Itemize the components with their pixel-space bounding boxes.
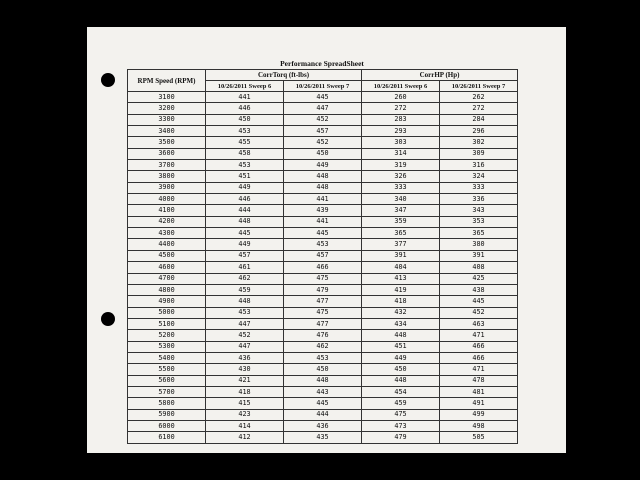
table-row [128, 398, 518, 409]
cell-torque-sweep6: 458 [206, 148, 284, 159]
cell-rpm: 3400 [128, 126, 206, 137]
cell-torque-sweep6: 441 [206, 92, 284, 103]
cell-torque-sweep7: 445 [284, 228, 362, 239]
cell-rpm: 5900 [128, 409, 206, 420]
table-row [128, 364, 518, 375]
cell-hp-sweep6: 293 [362, 126, 440, 137]
cell-rpm: 5100 [128, 318, 206, 329]
cell-rpm: 4500 [128, 250, 206, 261]
cell-hp-sweep7: 316 [440, 160, 518, 171]
cell-torque-sweep7: 475 [284, 307, 362, 318]
cell-hp-sweep7: 333 [440, 182, 518, 193]
table-row [128, 420, 518, 431]
table-row [128, 114, 518, 125]
cell-hp-sweep6: 391 [362, 250, 440, 261]
table-row [128, 307, 518, 318]
cell-hp-sweep7: 391 [440, 250, 518, 261]
cell-torque-sweep7: 435 [284, 432, 362, 443]
table-row [128, 262, 518, 273]
cell-torque-sweep6: 414 [206, 420, 284, 431]
cell-rpm: 3800 [128, 171, 206, 182]
cell-torque-sweep7: 452 [284, 137, 362, 148]
cell-torque-sweep6: 447 [206, 341, 284, 352]
table-body [128, 92, 518, 444]
cell-torque-sweep6: 448 [206, 216, 284, 227]
cell-hp-sweep6: 283 [362, 114, 440, 125]
cell-hp-sweep7: 309 [440, 148, 518, 159]
cell-rpm: 4200 [128, 216, 206, 227]
table-row [128, 171, 518, 182]
cell-hp-sweep7: 445 [440, 296, 518, 307]
cell-rpm: 4900 [128, 296, 206, 307]
cell-torque-sweep7: 450 [284, 148, 362, 159]
header-torque-sweep7: 10/26/2011 Sweep 7 [284, 81, 362, 92]
cell-hp-sweep6: 319 [362, 160, 440, 171]
cell-torque-sweep7: 477 [284, 296, 362, 307]
cell-hp-sweep7: 463 [440, 318, 518, 329]
punch-hole-top [101, 73, 115, 87]
cell-torque-sweep7: 443 [284, 386, 362, 397]
cell-hp-sweep7: 353 [440, 216, 518, 227]
table-row [128, 239, 518, 250]
cell-torque-sweep6: 459 [206, 284, 284, 295]
cell-hp-sweep6: 448 [362, 330, 440, 341]
cell-torque-sweep6: 453 [206, 126, 284, 137]
cell-rpm: 4600 [128, 262, 206, 273]
cell-hp-sweep6: 340 [362, 194, 440, 205]
cell-torque-sweep7: 462 [284, 341, 362, 352]
cell-rpm: 4700 [128, 273, 206, 284]
cell-torque-sweep6: 415 [206, 398, 284, 409]
table-row [128, 250, 518, 261]
cell-hp-sweep6: 326 [362, 171, 440, 182]
header-hp-sweep6: 10/26/2011 Sweep 6 [362, 81, 440, 92]
cell-rpm: 3900 [128, 182, 206, 193]
cell-hp-sweep7: 380 [440, 239, 518, 250]
cell-torque-sweep6: 453 [206, 160, 284, 171]
cell-hp-sweep7: 302 [440, 137, 518, 148]
cell-hp-sweep7: 478 [440, 375, 518, 386]
cell-torque-sweep6: 423 [206, 409, 284, 420]
cell-torque-sweep6: 453 [206, 307, 284, 318]
cell-torque-sweep6: 450 [206, 114, 284, 125]
cell-hp-sweep6: 260 [362, 92, 440, 103]
cell-hp-sweep6: 303 [362, 137, 440, 148]
header-rpm: RPM Speed (RPM) [128, 70, 206, 92]
table-row [128, 375, 518, 386]
cell-torque-sweep6: 445 [206, 228, 284, 239]
cell-rpm: 5700 [128, 386, 206, 397]
performance-table [127, 69, 518, 444]
cell-torque-sweep7: 453 [284, 239, 362, 250]
cell-hp-sweep6: 314 [362, 148, 440, 159]
cell-hp-sweep6: 359 [362, 216, 440, 227]
cell-torque-sweep7: 447 [284, 103, 362, 114]
cell-torque-sweep7: 436 [284, 420, 362, 431]
cell-torque-sweep7: 441 [284, 216, 362, 227]
cell-hp-sweep6: 451 [362, 341, 440, 352]
cell-rpm: 5500 [128, 364, 206, 375]
cell-torque-sweep7: 448 [284, 171, 362, 182]
table-row [128, 216, 518, 227]
cell-torque-sweep7: 450 [284, 364, 362, 375]
cell-hp-sweep6: 450 [362, 364, 440, 375]
cell-torque-sweep7: 477 [284, 318, 362, 329]
header-hp-sweep7: 10/26/2011 Sweep 7 [440, 81, 518, 92]
cell-torque-sweep6: 448 [206, 296, 284, 307]
cell-torque-sweep6: 449 [206, 182, 284, 193]
cell-torque-sweep6: 449 [206, 239, 284, 250]
cell-torque-sweep7: 452 [284, 114, 362, 125]
cell-hp-sweep6: 434 [362, 318, 440, 329]
cell-hp-sweep6: 473 [362, 420, 440, 431]
cell-hp-sweep7: 425 [440, 273, 518, 284]
cell-hp-sweep7: 284 [440, 114, 518, 125]
table-row [128, 409, 518, 420]
cell-rpm: 3100 [128, 92, 206, 103]
table-row [128, 352, 518, 363]
cell-hp-sweep6: 479 [362, 432, 440, 443]
table-row [128, 318, 518, 329]
cell-rpm: 3500 [128, 137, 206, 148]
table-row [128, 103, 518, 114]
cell-hp-sweep7: 466 [440, 341, 518, 352]
cell-torque-sweep6: 446 [206, 194, 284, 205]
cell-rpm: 5600 [128, 375, 206, 386]
cell-torque-sweep6: 436 [206, 352, 284, 363]
cell-hp-sweep7: 324 [440, 171, 518, 182]
cell-hp-sweep6: 459 [362, 398, 440, 409]
cell-rpm: 4800 [128, 284, 206, 295]
cell-torque-sweep6: 457 [206, 250, 284, 261]
cell-hp-sweep6: 377 [362, 239, 440, 250]
cell-torque-sweep6: 455 [206, 137, 284, 148]
cell-rpm: 3300 [128, 114, 206, 125]
cell-hp-sweep6: 272 [362, 103, 440, 114]
cell-torque-sweep6: 430 [206, 364, 284, 375]
cell-rpm: 5000 [128, 307, 206, 318]
cell-hp-sweep7: 272 [440, 103, 518, 114]
cell-rpm: 3700 [128, 160, 206, 171]
table-row [128, 126, 518, 137]
table-row [128, 432, 518, 443]
table-row [128, 92, 518, 103]
header-corrtorq: CorrTorq (ft-lbs) [206, 70, 362, 81]
cell-rpm: 4400 [128, 239, 206, 250]
cell-hp-sweep7: 438 [440, 284, 518, 295]
table-row [128, 284, 518, 295]
cell-hp-sweep6: 404 [362, 262, 440, 273]
cell-hp-sweep7: 491 [440, 398, 518, 409]
table-row [128, 148, 518, 159]
table-row [128, 194, 518, 205]
cell-hp-sweep7: 481 [440, 386, 518, 397]
cell-hp-sweep7: 466 [440, 352, 518, 363]
cell-rpm: 5300 [128, 341, 206, 352]
cell-torque-sweep7: 466 [284, 262, 362, 273]
cell-torque-sweep6: 418 [206, 386, 284, 397]
cell-hp-sweep6: 448 [362, 375, 440, 386]
cell-torque-sweep6: 452 [206, 330, 284, 341]
cell-torque-sweep7: 444 [284, 409, 362, 420]
cell-torque-sweep6: 451 [206, 171, 284, 182]
cell-rpm: 3600 [128, 148, 206, 159]
table-row [128, 182, 518, 193]
cell-hp-sweep6: 347 [362, 205, 440, 216]
cell-torque-sweep7: 448 [284, 375, 362, 386]
cell-rpm: 4000 [128, 194, 206, 205]
table-row [128, 296, 518, 307]
cell-hp-sweep6: 449 [362, 352, 440, 363]
cell-torque-sweep7: 448 [284, 182, 362, 193]
table-row [128, 205, 518, 216]
cell-hp-sweep6: 419 [362, 284, 440, 295]
table-row [128, 341, 518, 352]
cell-hp-sweep6: 365 [362, 228, 440, 239]
cell-rpm: 6000 [128, 420, 206, 431]
cell-hp-sweep7: 505 [440, 432, 518, 443]
cell-hp-sweep7: 471 [440, 330, 518, 341]
cell-hp-sweep6: 432 [362, 307, 440, 318]
cell-rpm: 4300 [128, 228, 206, 239]
cell-torque-sweep6: 412 [206, 432, 284, 443]
cell-torque-sweep6: 421 [206, 375, 284, 386]
cell-rpm: 6100 [128, 432, 206, 443]
cell-hp-sweep7: 408 [440, 262, 518, 273]
cell-hp-sweep7: 499 [440, 409, 518, 420]
cell-torque-sweep7: 476 [284, 330, 362, 341]
cell-hp-sweep7: 498 [440, 420, 518, 431]
punch-hole-bottom [101, 312, 115, 326]
cell-hp-sweep7: 452 [440, 307, 518, 318]
cell-torque-sweep7: 457 [284, 126, 362, 137]
document-title: Performance SpreadSheet [280, 59, 364, 68]
cell-torque-sweep7: 439 [284, 205, 362, 216]
table-row [128, 330, 518, 341]
cell-hp-sweep7: 296 [440, 126, 518, 137]
table-row [128, 228, 518, 239]
cell-hp-sweep7: 471 [440, 364, 518, 375]
cell-hp-sweep7: 262 [440, 92, 518, 103]
cell-torque-sweep6: 446 [206, 103, 284, 114]
cell-torque-sweep7: 479 [284, 284, 362, 295]
cell-torque-sweep7: 457 [284, 250, 362, 261]
cell-hp-sweep6: 475 [362, 409, 440, 420]
cell-torque-sweep6: 461 [206, 262, 284, 273]
cell-hp-sweep7: 336 [440, 194, 518, 205]
cell-hp-sweep6: 418 [362, 296, 440, 307]
cell-torque-sweep7: 441 [284, 194, 362, 205]
cell-rpm: 5800 [128, 398, 206, 409]
cell-hp-sweep6: 413 [362, 273, 440, 284]
cell-rpm: 3200 [128, 103, 206, 114]
cell-rpm: 5200 [128, 330, 206, 341]
cell-torque-sweep6: 444 [206, 205, 284, 216]
header-corrhp: CorrHP (Hp) [362, 70, 518, 81]
cell-hp-sweep6: 333 [362, 182, 440, 193]
cell-hp-sweep7: 343 [440, 205, 518, 216]
table-row [128, 160, 518, 171]
cell-torque-sweep6: 462 [206, 273, 284, 284]
cell-torque-sweep7: 449 [284, 160, 362, 171]
table-row [128, 137, 518, 148]
cell-torque-sweep6: 447 [206, 318, 284, 329]
table-row [128, 386, 518, 397]
cell-hp-sweep6: 454 [362, 386, 440, 397]
cell-torque-sweep7: 445 [284, 92, 362, 103]
cell-torque-sweep7: 445 [284, 398, 362, 409]
cell-torque-sweep7: 475 [284, 273, 362, 284]
cell-rpm: 5400 [128, 352, 206, 363]
table-row [128, 273, 518, 284]
cell-rpm: 4100 [128, 205, 206, 216]
cell-hp-sweep7: 365 [440, 228, 518, 239]
cell-torque-sweep7: 453 [284, 352, 362, 363]
header-torque-sweep6: 10/26/2011 Sweep 6 [206, 81, 284, 92]
